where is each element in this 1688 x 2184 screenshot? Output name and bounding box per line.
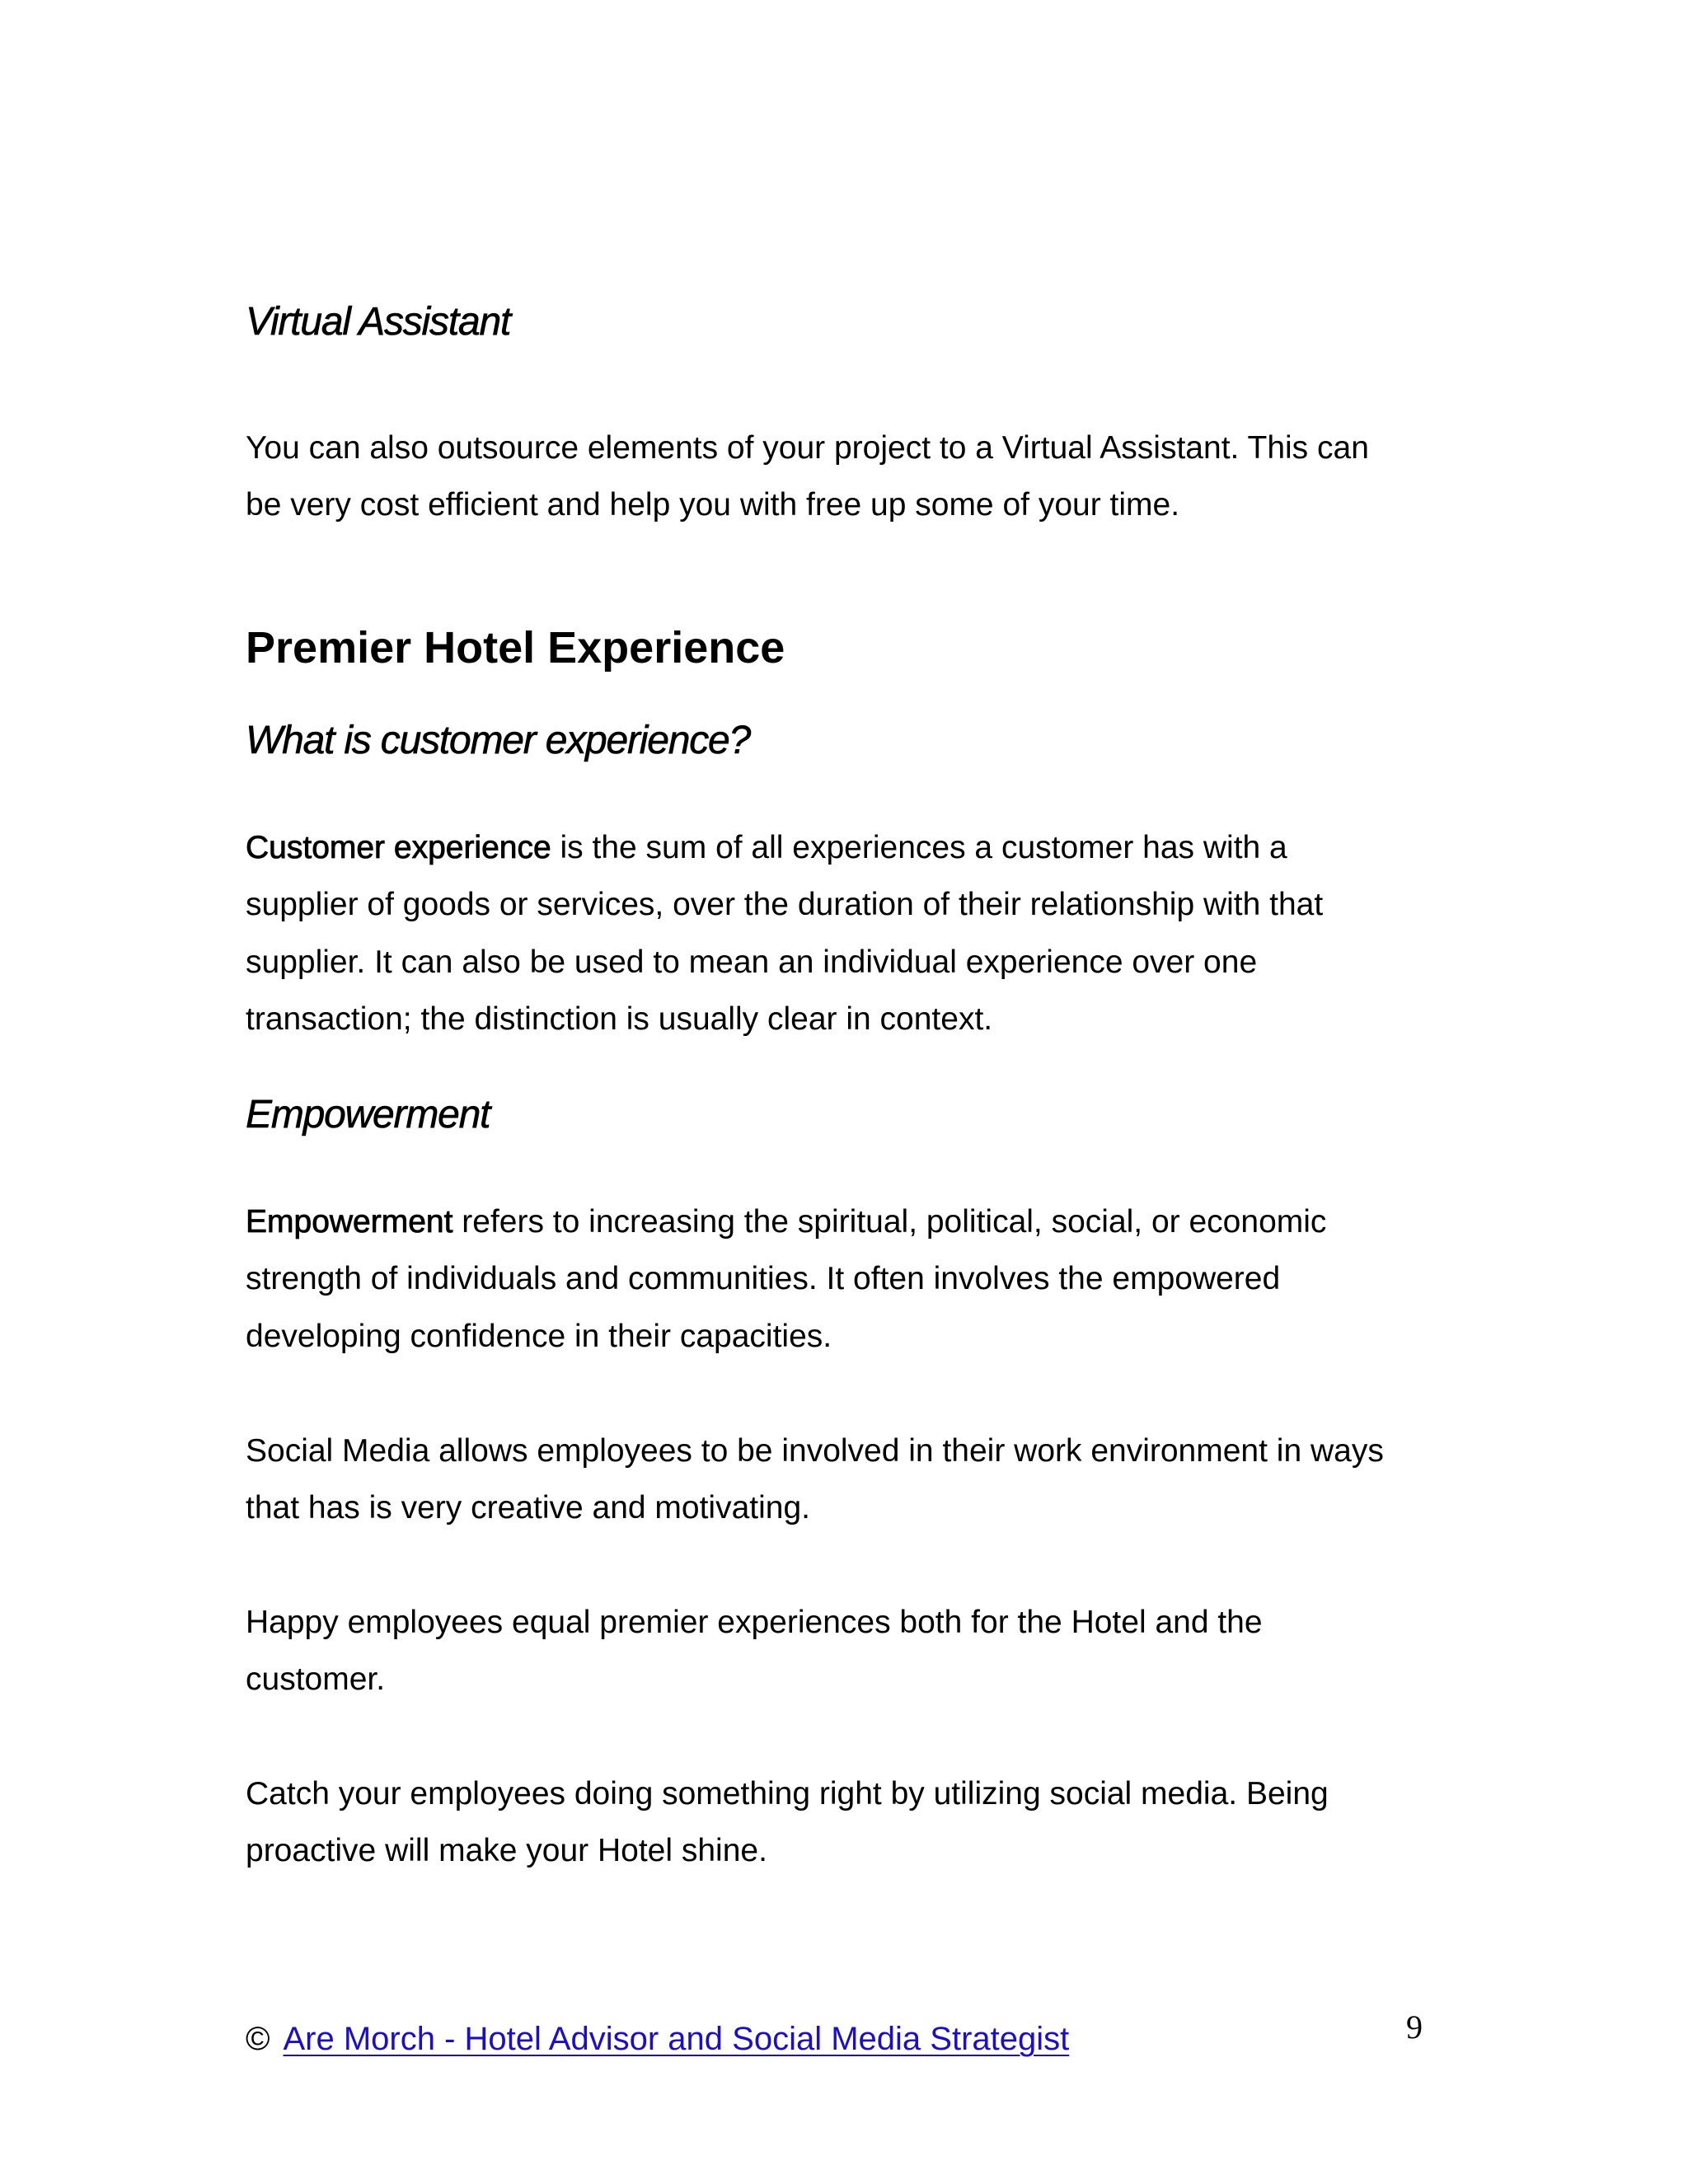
heading-empowerment: Empowerment	[246, 1093, 490, 1137]
paragraph-line	[246, 829, 1287, 867]
paragraph-line: Catch your employees doing something right by utilizing social media. Being	[246, 1776, 1329, 1811]
paragraph-line: customer.	[246, 1661, 386, 1697]
paragraph-text: is the sum of all experiences a customer has with a	[551, 830, 1287, 865]
paragraph-line: proactive will make your Hotel shine.	[246, 1833, 767, 1868]
term-customer-experience: Customer experience	[246, 830, 551, 865]
paragraph-line: be very cost efficient and help you with free up some of your time.	[246, 487, 1180, 523]
paragraph-line	[246, 1203, 1326, 1241]
paragraph-line: transaction; the distinction is usually clear in context.	[246, 1001, 993, 1037]
paragraph-line: developing confidence in their capacities.	[246, 1319, 832, 1354]
heading-premier-hotel-experience: Premier Hotel Experience	[246, 623, 785, 673]
author-link[interactable]: Are Morch - Hotel Advisor and Social Media Strategist	[283, 2021, 1070, 2057]
paragraph-line: Happy employees equal premier experiences both for the Hotel and the	[246, 1605, 1263, 1640]
paragraph-line: Social Media allows employees to be involved in their work environment in ways	[246, 1433, 1384, 1469]
term-empowerment: Empowerment	[246, 1204, 453, 1240]
paragraph-line: You can also outsource elements of your project to a Virtual Assistant. This can	[246, 430, 1369, 466]
page-number: 9	[1406, 2008, 1423, 2046]
paragraph-line: that has is very creative and motivating.	[246, 1490, 810, 1526]
page-footer	[246, 2019, 1069, 2059]
paragraph-line: supplier of goods or services, over the duration of their relationship with that	[246, 887, 1324, 922]
paragraph-text: refers to increasing the spiritual, political, social, or economic	[452, 1204, 1327, 1240]
heading-what-is-customer-experience: What is customer experience?	[246, 719, 751, 762]
paragraph-line: supplier. It can also be used to mean an individual experience over one	[246, 944, 1258, 980]
copyright-symbol: ©	[246, 2021, 270, 2057]
heading-virtual-assistant: Virtual Assistant	[246, 300, 511, 344]
paragraph-line: strength of individuals and communities. It often involves the empowered	[246, 1261, 1281, 1296]
